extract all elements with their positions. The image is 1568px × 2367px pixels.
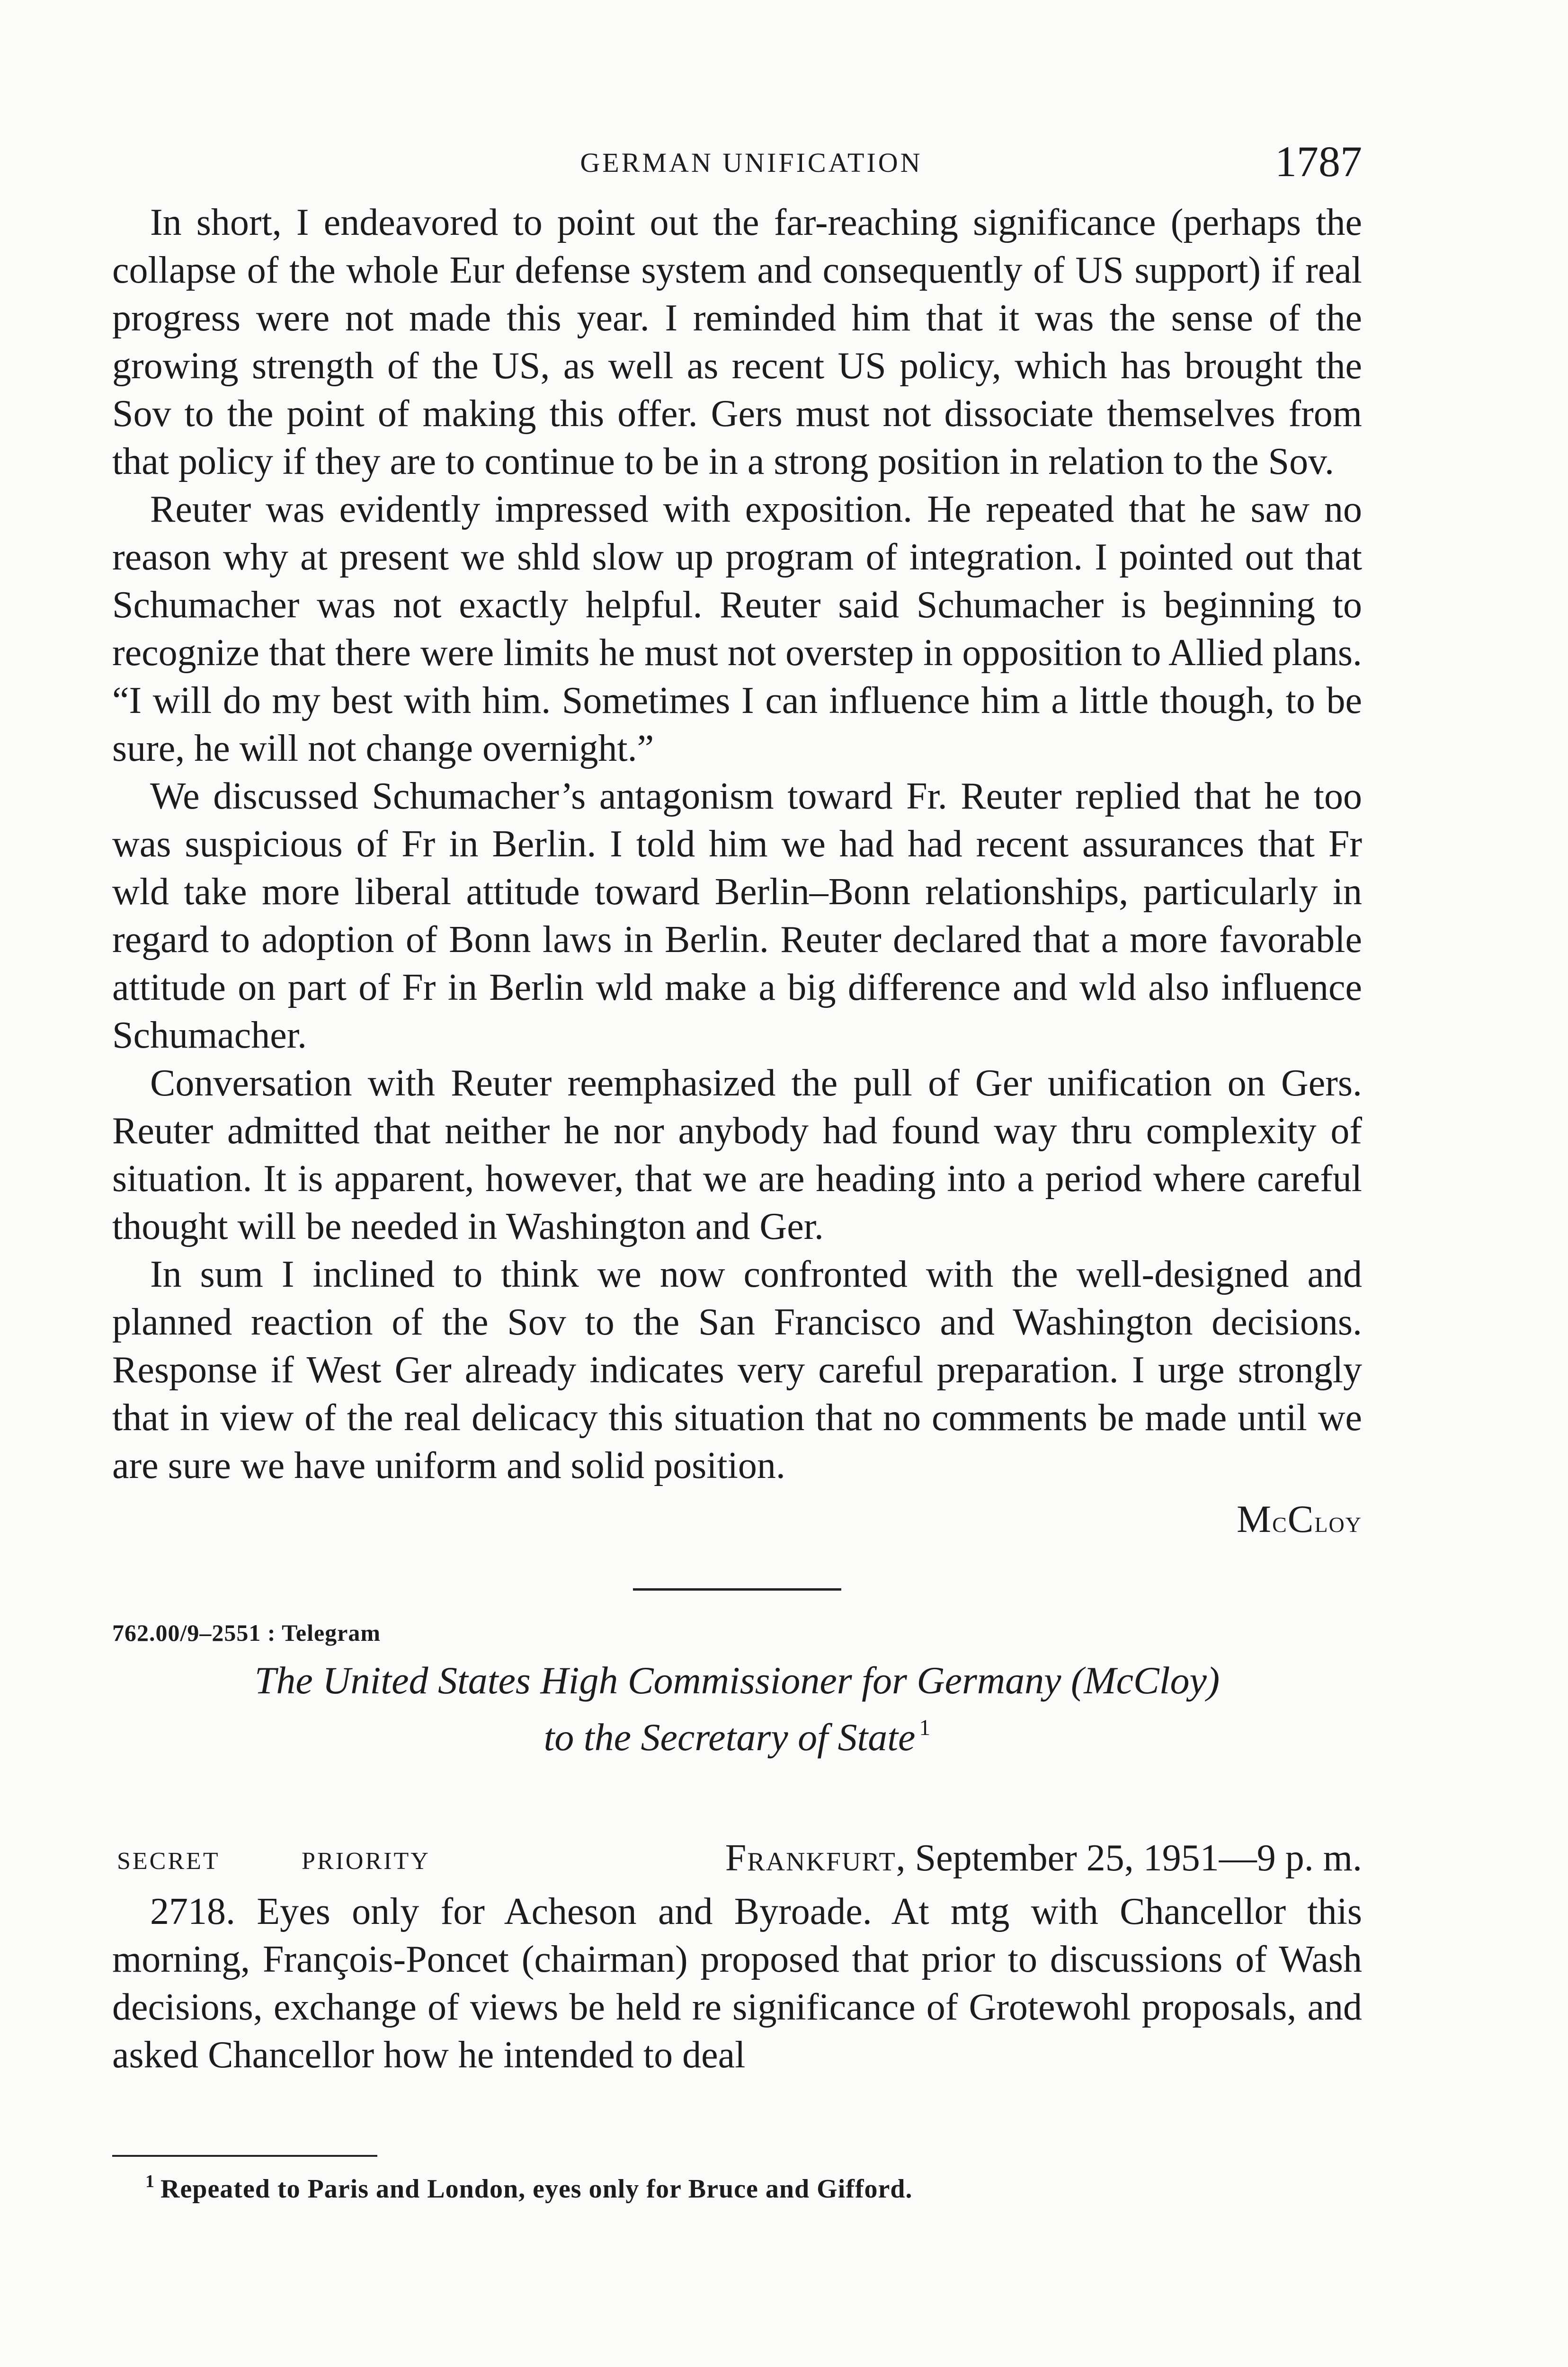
footnote [112,2171,1362,2204]
heading-footnote-marker: 1 [919,1715,931,1740]
signature-rest: loy [1314,1504,1362,1539]
dateline-date: , September 25, 1951—9 p. m. [896,1837,1362,1879]
classification-marking: SECRET [117,1848,220,1875]
page [112,128,1362,2204]
document-heading [112,1657,1362,1761]
body-paragraph-4: Conversation with Reuter reemphasized the pull of Ger unification on Gers. Reuter admitted that neither he nor anybody had found way thru complexity of situation. It is apparent, however, that we are heading into a period where careful thought will be needed in Washington and Ger. [112,1062,1362,1247]
footnote-divider [112,2155,377,2157]
body-paragraph-5: In sum I inclined to think we now confronted with the well-designed and planned reaction of the Sov to the San Francisco and Washington decisions. Response if West Ger already indicates very careful preparation. I urge strongly that in view of the real delicacy this situation that no comments be made until we are sure we have uniform and solid position. [112,1254,1362,1486]
section-divider [633,1588,841,1591]
telegram-paragraph: 2718. Eyes only for Acheson and Byroade. At mtg with Chancellor this morning, François-Poncet (chairman) proposed that prior to discussions of Wash decisions, exchange of views be held re significance of Grotewohl proposals, and asked Chancellor how he intended to deal [112,1891,1362,2076]
document-heading-line-2 [112,1704,1362,1761]
document-heading-recipient: to the Secretary of State [543,1716,916,1759]
footnote-marker: 1 [145,2171,155,2191]
body-paragraph-1: In short, I endeavored to point out the far-reaching significance (perhaps the collapse of the whole Eur defense system and consequently of US support) if real progress were not made this year. I reminded him that it was the sense of the growing strength of the US, as well as recent US policy, which has brought the Sov to the point of making this offer. Gers must not dissociate themselves from that policy if they are to continue to be in a strong position in relation to the Sov. [112,202,1362,482]
body-paragraph-2: Reuter was evidently impressed with exposition. He repeated that he saw no reason why at present we shld slow up program of integration. I pointed out that Schumacher was not exactly helpful. Reuter said Schumacher is beginning to recognize that there were limits he must not overstep in opposition to Allied plans. “I will do my best with him. Sometimes I can influence him a little though, to be sure, he will not change overnight.” [112,489,1362,769]
priority-marking: PRIORITY [302,1848,430,1875]
signature-capital: C [1287,1497,1315,1540]
signature-middle: c [1272,1504,1288,1539]
place-and-date [725,1837,1362,1880]
document-reference: 762.00/9–2551 : Telegram [112,1620,381,1646]
body-paragraph-3: We discussed Schumacher’s antagonism toward Fr. Reuter replied that he too was suspicious of Fr in Berlin. I told him we had had recent assurances that Fr wld take more liberal attitude toward Berlin–Bonn relationships, particularly in regard to adoption of Bonn laws in Berlin. Reuter declared that a more favorable attitude on part of Fr in Berlin wld make a big difference and wld also influence Schumacher. [112,775,1362,1056]
signature-initial: M [1237,1497,1273,1540]
document-heading-line-1: The United States High Commissioner for Germany (McCloy) [254,1659,1220,1702]
dateline [112,1837,1362,1884]
signature [112,1495,1362,1546]
footnote-text: Repeated to Paris and London, eyes only for Bruce and Gifford. [160,2174,913,2204]
dateline-city: Frankfurt [725,1837,896,1879]
running-title: GERMAN UNIFICATION [580,147,923,178]
page-number: 1787 [1275,137,1362,186]
running-head [112,128,1362,199]
